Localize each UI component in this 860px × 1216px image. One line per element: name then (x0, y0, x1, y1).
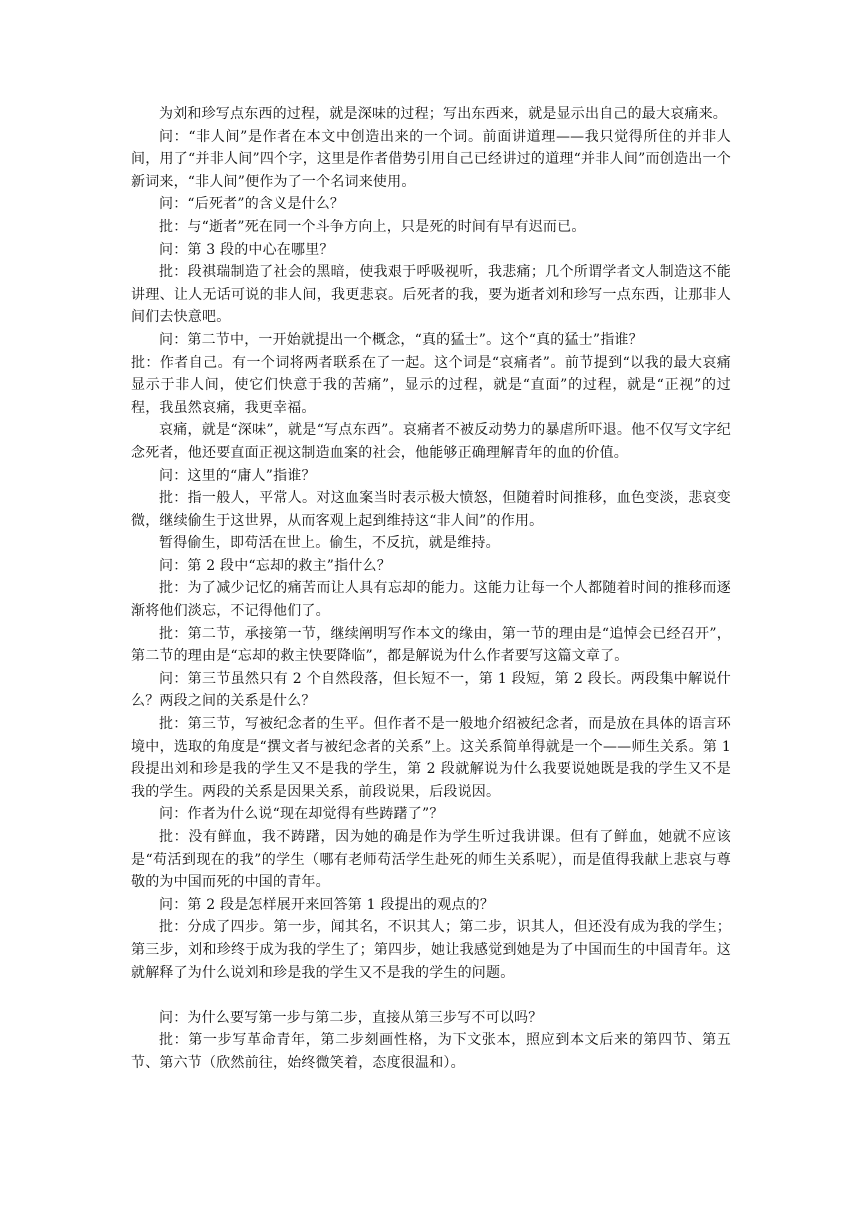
paragraph: 问：第 2 段是怎样展开来回答第 1 段提出的观点的？ (159, 896, 495, 913)
paragraph: 为刘和珍写点东西的过程，就是深味的过程；写出东西来，就是显示出自己的最大哀痛来。 (159, 106, 727, 122)
paragraph: 批：没有鲜血，我不踌躇，因为她的确是作为学生听过我讲课。但有了鲜血，她就不应该是“苟活到现在的我”的学生（哪有老师苟活学生赴死的师生关系呢），而是值得我献上悲哀与尊敬的为中国而死的中国的青年。 (131, 829, 731, 891)
paragraph: 问：为什么要写第一步与第二步，直接从第三步写不可以吗？ (159, 1009, 543, 1026)
paragraph: 问：第 2 段中“忘却的救主”指什么？ (159, 557, 391, 574)
paragraph: 问：第三节虽然只有 2 个自然段落，但长短不一，第 1 段短，第 2 段长。两段集中解说什么？两段之间的关系是什么？ (131, 670, 731, 710)
paragraph: 问：这里的“庸人”指谁？ (159, 467, 316, 484)
paragraph: 问：“非人间”是作者在本文中创造出来的一个词。前面讲道理——我只觉得所住的并非人间，用了“并非人间”四个字，这里是作者借势引用自己已经讲过的道理“并非人间”而创造出一个新词来，“非人间”便作为了一个名词来使用。 (131, 128, 731, 190)
paragraph: 批：第三节，写被纪念者的生平。但作者不是一般地介绍被纪念者，而是放在具体的语言环境中，选取的角度是“撰文者与被纪念者的关系”上。这关系简单得就是一个——师生关系。第 1 段提出刘和珍是我的学生又不是我的学生，第 2 段就解说为什么我要说她既是我的学生又不是我的学生。两段的关系是因果关系，前段说果，后段说因。 (131, 716, 731, 800)
paragraph: 批：指一般人，平常人。对这血案当时表示极大愤怒，但随着时间推移，血色变淡，悲哀变微，继续偷生于这世界，从而客观上起到维持这“非人间”的作用。 (131, 490, 731, 529)
paragraph: 批：为了减少记忆的痛苦而让人具有忘却的能力。这能力让每一个人都随着时间的推移而逐渐将他们淡忘，不记得他们了。 (131, 580, 731, 620)
paragraph: 暂得偷生，即苟活在世上。偷生，不反抗，就是维持。 (159, 535, 500, 552)
paragraph: 问：第二节中，一开始就提出一个概念，“真的猛士”。这个“真的猛士”指谁？ (159, 331, 643, 348)
paragraph: 批：第二节，承接第一节，继续阐明写作本文的缘由，第一节的理由是“追悼会已经召开”，第二节的理由是“忘却的救主快要降临”，都是解说为什么作者要写这篇文章了。 (131, 625, 731, 665)
paragraph: 批：作者自己。有一个词将两者联系在了一起。这个词是“哀痛者”。前节提到“以我的最大哀痛显示于非人间，使它们快意于我的苦痛”，显示的过程，就是“直面”的过程，就是“正视”的过程，我虽然哀痛，我更幸福。 (131, 354, 731, 416)
paragraph: 哀痛，就是“深味”，就是“写点东西”。哀痛者不被反动势力的暴虐所吓退。他不仅写文字纪念死者，他还要直面正视这制造血案的社会，他能够正确理解青年的血的价值。 (131, 422, 731, 461)
paragraph: 问：作者为什么说“现在却觉得有些踌躇了”？ (159, 806, 444, 823)
paragraph: 批：第一步写革命青年，第二步刻画性格，为下文张本，照应到本文后来的第四节、第五节、第六节（欣然前往，始终微笑着，态度很温和）。 (131, 1032, 731, 1071)
document-body (131, 103, 731, 1075)
paragraph: 问：“后死者”的含义是什么？ (159, 196, 345, 213)
paragraph: 批：段祺瑞制造了社会的黑暗，使我艰于呼吸视听，我悲痛；几个所谓学者文人制造这不能讲理、让人无话可说的非人间，我更悲哀。后死者的我，要为逝者刘和珍写一点东西，让那非人间们去快意吧。 (131, 264, 731, 326)
paragraph: 问：第 3 段的中心在哪里？ (159, 241, 334, 258)
paragraph: 批：分成了四步。第一步，闻其名，不识其人；第二步，识其人，但还没有成为我的学生；第三步，刘和珍终于成为我的学生了；第四步，她让我感觉到她是为了中国而生的中国青年。这就解释了为什么说刘和珍是我的学生又不是我的学生的问题。 (131, 919, 731, 981)
paragraph: 批：与“逝者”死在同一个斗争方向上，只是死的时间有早有迟而已。 (159, 218, 586, 235)
